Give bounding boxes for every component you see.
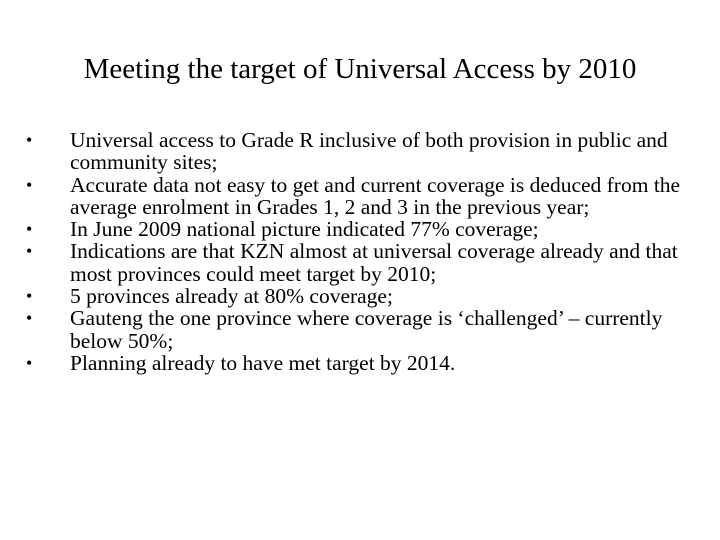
bullet-item bbox=[26, 240, 696, 285]
bullet-icon: • bbox=[26, 219, 33, 240]
bullet-icon: • bbox=[26, 286, 33, 307]
bullet-text: In June 2009 national picture indicated 77% coverage; bbox=[70, 217, 539, 242]
bullet-item bbox=[26, 307, 696, 352]
bullet-text: Universal access to Grade R inclusive of both provision in public and community sites; bbox=[70, 128, 668, 175]
bullet-icon: • bbox=[26, 308, 33, 329]
bullet-text: Planning already to have met target by 2014. bbox=[70, 350, 456, 375]
bullet-text: 5 provinces already at 80% coverage; bbox=[70, 284, 393, 309]
bullet-item bbox=[26, 129, 696, 174]
bullet-list bbox=[26, 129, 696, 374]
bullet-item bbox=[26, 285, 696, 307]
bullet-icon: • bbox=[26, 174, 33, 195]
bullet-item bbox=[26, 352, 696, 374]
bullet-item bbox=[26, 174, 696, 219]
bullet-icon: • bbox=[26, 241, 33, 262]
bullet-icon: • bbox=[26, 130, 33, 150]
bullet-text: Indications are that KZN almost at universal coverage already and that most provinces could meet target by 2010; bbox=[70, 239, 678, 286]
bullet-text: Accurate data not easy to get and current coverage is deduced from the average enrolment in Grades 1, 2 and 3 in the previous year; bbox=[70, 172, 681, 219]
bullet-text: Gauteng the one province where coverage is ‘challenged’ – currently below 50%; bbox=[70, 306, 663, 353]
bullet-item bbox=[26, 218, 696, 240]
bullet-icon: • bbox=[26, 352, 33, 373]
slide-title: Meeting the target of Universal Access by 2010 bbox=[83, 53, 637, 85]
